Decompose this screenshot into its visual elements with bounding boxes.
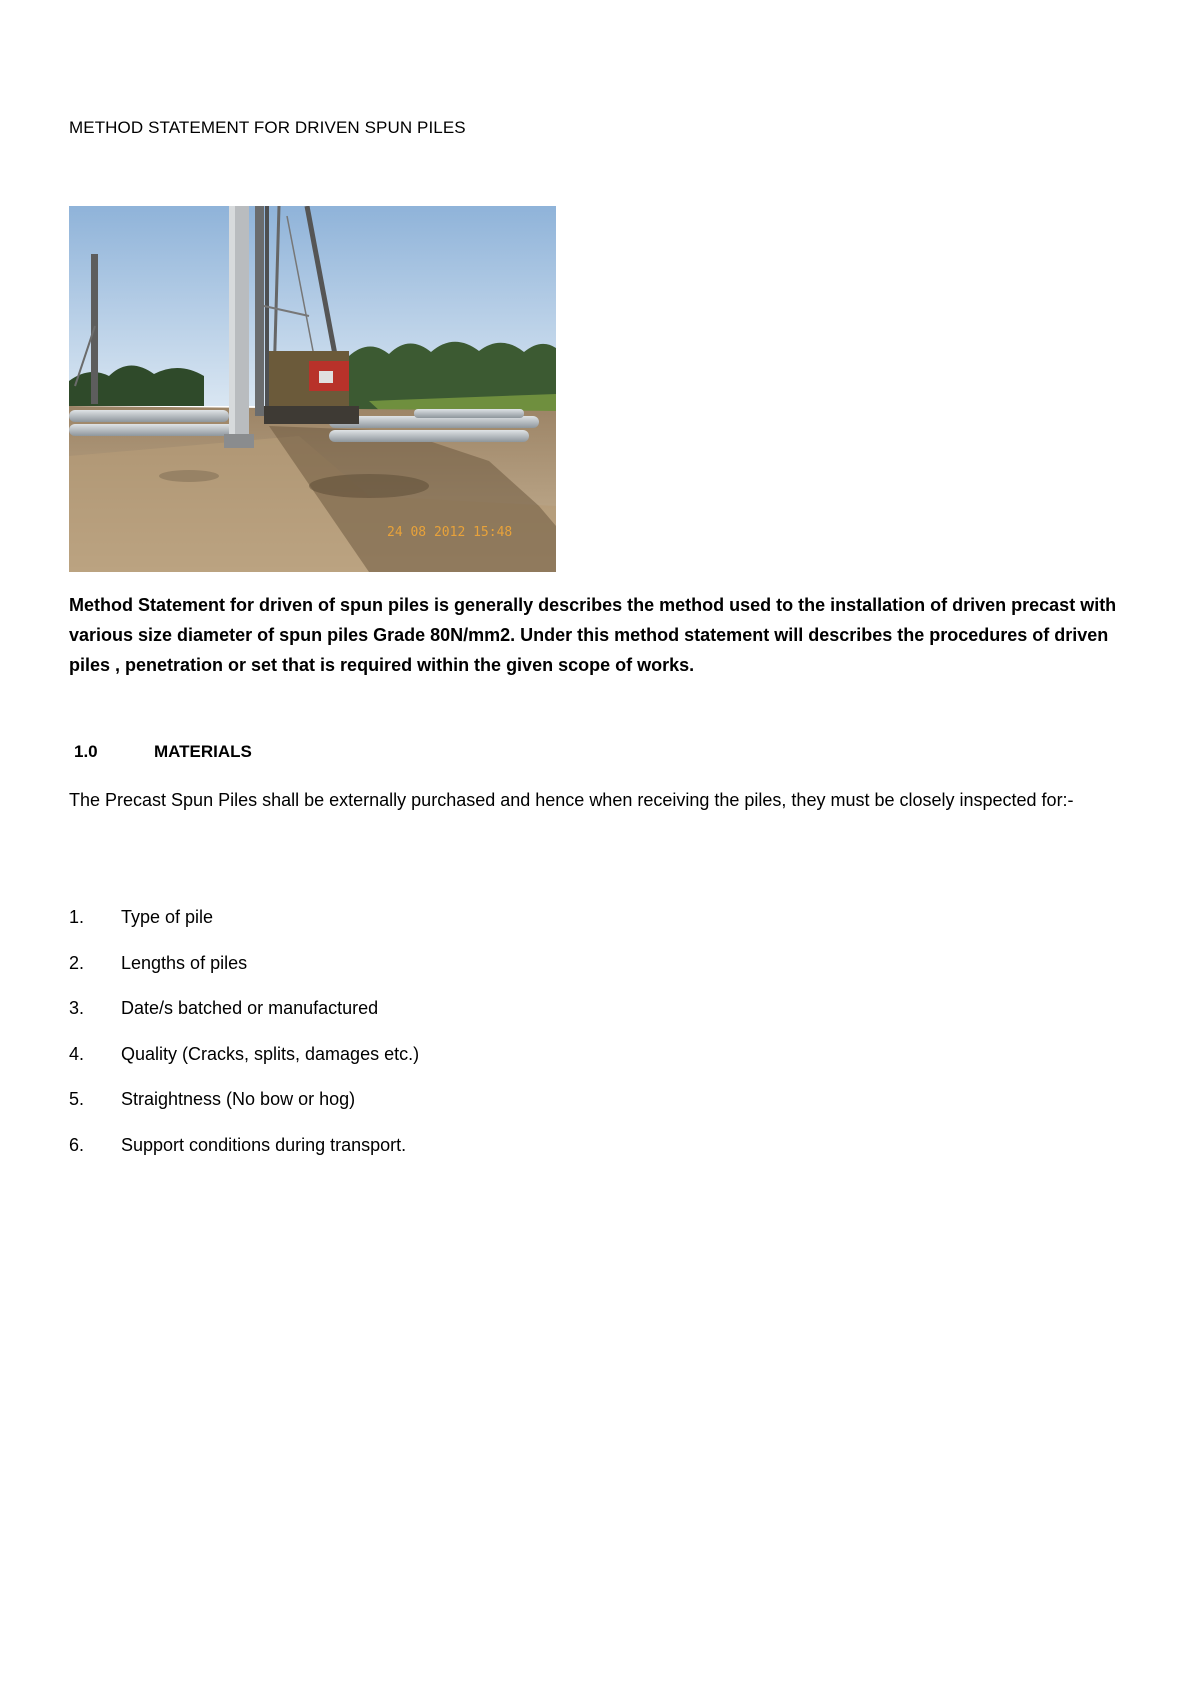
list-item-number: 5.	[69, 1089, 85, 1109]
list-item-text: Type of pile	[121, 907, 214, 927]
list-item	[69, 998, 419, 1044]
list-item-number: 3.	[69, 998, 85, 1018]
list-item-number: 4.	[69, 1043, 85, 1064]
section-title: MATERIALS	[154, 742, 252, 761]
list-item	[69, 1044, 419, 1090]
list-item-text: Straightness (No bow or hog)	[121, 1089, 356, 1109]
list-item	[69, 907, 419, 953]
list-item-text: Date/s batched or manufactured	[121, 998, 379, 1018]
section-number: 1.0	[74, 742, 98, 761]
list-item-number: 6.	[69, 1134, 85, 1155]
list-item	[69, 953, 419, 999]
intro-paragraph: Method Statement for driven of spun piles is generally describes the method used to the installation of driven precast with various size diameter of spun piles Grade 80N/mm2. Under this method statement will describes the procedures of driven piles , penetration or set that is required within the given scope of works.	[69, 595, 1117, 675]
inspection-list	[69, 907, 419, 1180]
list-item-text: Lengths of piles	[121, 952, 248, 973]
materials-paragraph: The Precast Spun Piles shall be externally purchased and hence when receiving the piles, they must be closely inspected for:-	[69, 790, 1074, 810]
site-photo	[69, 206, 556, 572]
document-title: METHOD STATEMENT FOR DRIVEN SPUN PILES	[69, 118, 466, 137]
photo-date-stamp: 24 08 2012 15:48	[387, 525, 513, 540]
list-item	[69, 1089, 419, 1135]
list-item-text: Quality (Cracks, splits, damages etc.)	[121, 1043, 420, 1064]
section-heading	[74, 742, 252, 762]
list-item	[69, 1135, 419, 1181]
list-item-number: 1.	[69, 907, 85, 927]
list-item-text: Support conditions during transport.	[121, 1134, 407, 1155]
list-item-number: 2.	[69, 952, 85, 973]
